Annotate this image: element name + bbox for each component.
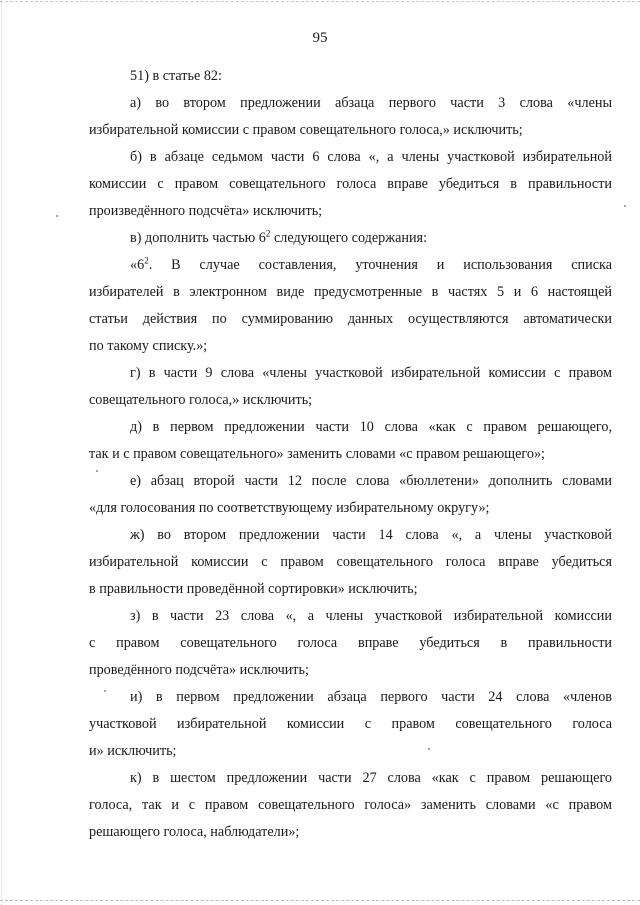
text-line: избирательной комиссии с правом совещательного голоса вправе убедиться [89, 554, 612, 570]
text-line: голоса, так и с правом совещательного голоса» заменить словами «с правом [89, 797, 612, 813]
text-line [130, 255, 612, 275]
text-line: статьи действия по суммированию данных осуществляются автоматически [89, 311, 612, 327]
text-line: и) в первом предложении абзаца первого части 24 слова «членов [130, 689, 612, 705]
text-line: комиссии с правом совещательного голоса вправе убедиться в правильности [89, 176, 612, 192]
text-line: с правом совещательного голоса вправе убедиться в правильности [89, 635, 612, 651]
text-run: . В случае составления, уточнения и использования списка [148, 257, 612, 273]
text-line: произведённого подсчёта» исключить; [89, 203, 323, 219]
text-line: по такому списку.»; [89, 338, 208, 354]
text-run: «6 [130, 257, 145, 273]
text-line: г) в части 9 слова «члены участковой избирательной комиссии с правом [130, 365, 612, 381]
text-line: проведённого подсчёта» исключить; [89, 662, 309, 678]
scan-speck [56, 215, 58, 217]
text-line: 51) в статье 82: [130, 68, 222, 84]
text-line: к) в шестом предложении части 27 слова «как с правом решающего [130, 770, 612, 786]
text-line: участковой избирательной комиссии с правом совещательного голоса [89, 716, 612, 732]
text-run: в) дополнить частью 6 [130, 230, 266, 246]
text-line: так и с правом совещательного» заменить словами «с правом решающего»; [89, 446, 545, 462]
text-line: «для голосования по соответствующему избирательному округу»; [89, 500, 490, 516]
text-line: и» исключить; [89, 743, 177, 759]
sheet-edge-top [0, 1, 640, 2]
scan-speck [624, 205, 626, 207]
text-line: избирателей в электронном виде предусмотренные в частях 5 и 6 настоящей [89, 284, 612, 300]
scan-speck [104, 690, 106, 692]
superscript: 2 [144, 255, 149, 266]
text-line: б) в абзаце седьмом части 6 слова «, а члены участковой избирательной [130, 149, 612, 165]
text-line: ж) во втором предложении части 14 слова «, а члены участковой [130, 527, 612, 543]
text-line: избирательной комиссии с правом совещательного голоса,» исключить; [89, 122, 523, 138]
text-line: совещательного голоса,» исключить; [89, 392, 313, 408]
superscript: 2 [265, 228, 271, 239]
sheet-edge-left [1, 0, 2, 905]
text-run: следующего содержания: [270, 230, 428, 246]
text-line [130, 228, 427, 248]
sheet-edge-bottom [0, 900, 640, 901]
scan-speck [428, 748, 430, 750]
text-line: решающего голоса, наблюдатели»; [89, 824, 300, 840]
text-line: е) абзац второй части 12 после слова «бюллетени» дополнить словами [130, 473, 612, 489]
text-line: д) в первом предложении части 10 слова «как с правом решающего, [130, 419, 612, 435]
text-line: з) в части 23 слова «, а члены участковой избирательной комиссии [130, 608, 612, 624]
scan-speck [96, 470, 98, 472]
text-line: в правильности проведённой сортировки» исключить; [89, 581, 418, 597]
text-line: а) во втором предложении абзаца первого части 3 слова «члены [130, 95, 612, 111]
page-number: 95 [312, 30, 328, 46]
